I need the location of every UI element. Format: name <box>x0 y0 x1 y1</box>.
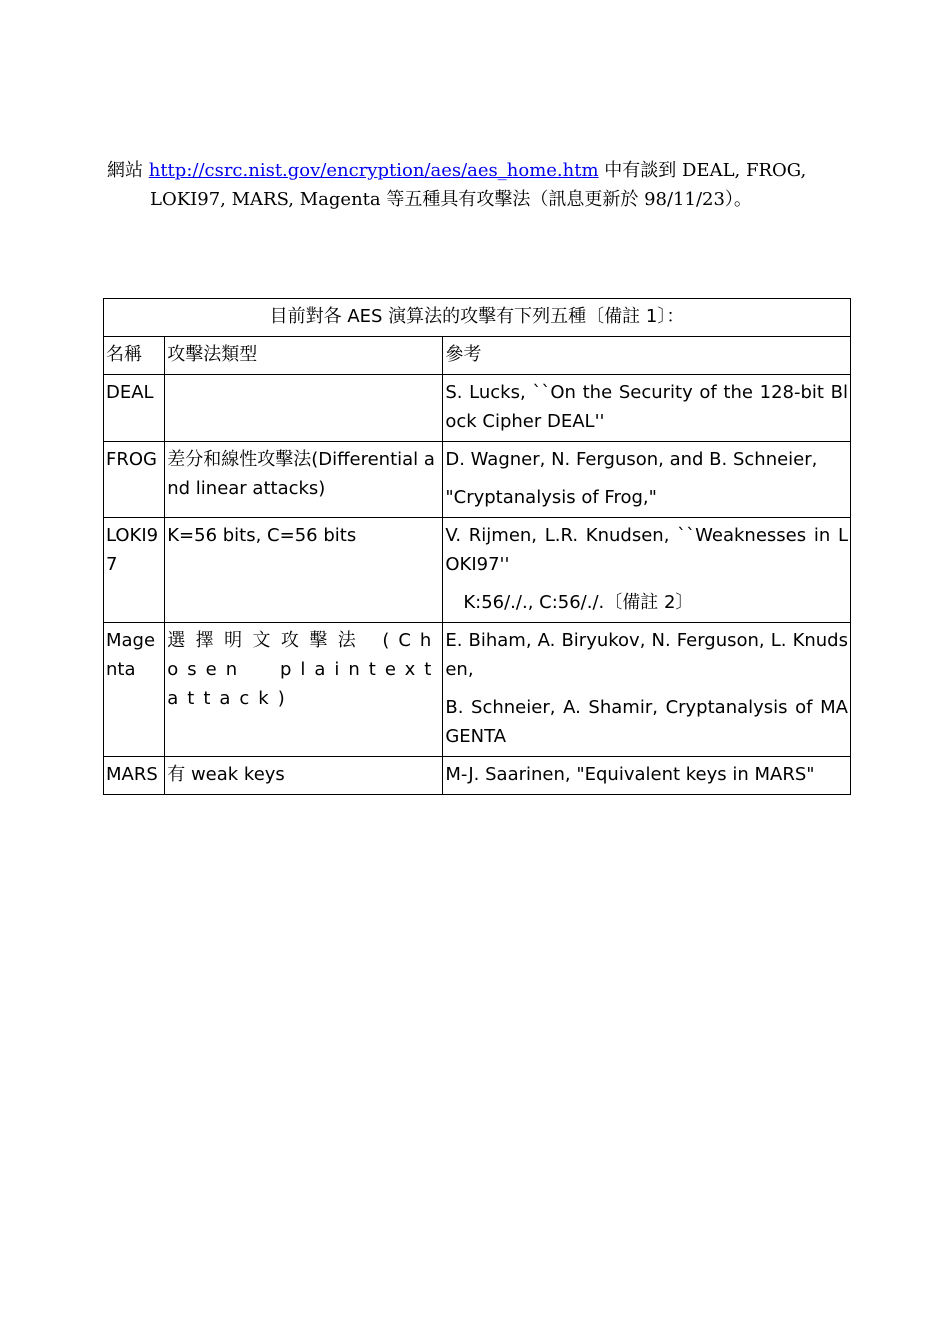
aes-attacks-table <box>103 298 851 795</box>
table-row <box>104 442 851 518</box>
reference-line: E. Biham, A. Biryukov, N. Ferguson, L. Knudsen, <box>445 630 848 680</box>
header-name: 名稱 <box>104 337 165 375</box>
row-reference <box>443 375 851 442</box>
table-row <box>104 623 851 757</box>
row-name: DEAL <box>104 375 165 442</box>
reference-line: "Cryptanalysis of Frog," <box>445 487 657 508</box>
table-row <box>104 518 851 623</box>
intro-prefix: 網站 <box>107 160 149 181</box>
intro-suffix: 中有談到 DEAL, FROG, LOKI97, MARS, Magenta 等五種具有攻擊法（訊息更新於 98/11/23）。 <box>150 160 807 210</box>
row-attack: K=56 bits, C=56 bits <box>165 518 443 623</box>
row-name: MARS <box>104 757 165 795</box>
reference-note: K:56/./., C:56/./.〔備註 2〕 <box>463 592 694 613</box>
reference-line: M-J. Saarinen, "Equivalent keys in MARS" <box>445 764 815 785</box>
row-reference <box>443 518 851 623</box>
row-reference <box>443 757 851 795</box>
row-attack: 差分和線性攻擊法(Differential and linear attacks) <box>165 442 443 518</box>
header-reference: 參考 <box>443 337 851 375</box>
table-header-row <box>104 337 851 375</box>
reference-line: S. Lucks, ``On the Security of the 128-bit Block Cipher DEAL'' <box>445 382 848 432</box>
row-attack <box>165 375 443 442</box>
reference-line: V. Rijmen, L.R. Knudsen, ``Weaknesses in LOKI97'' <box>445 525 848 575</box>
header-attack-type: 攻擊法類型 <box>165 337 443 375</box>
row-attack: 有 weak keys <box>165 757 443 795</box>
table-row <box>104 757 851 795</box>
row-name: FROG <box>104 442 165 518</box>
aes-home-link[interactable]: http://csrc.nist.gov/encryption/aes/aes_home.htm <box>148 160 599 181</box>
intro-paragraph <box>107 156 840 214</box>
row-reference <box>443 442 851 518</box>
row-reference <box>443 623 851 757</box>
table-row <box>104 375 851 442</box>
row-attack: 選擇明文攻擊法 (Chosen plaintext attack) <box>165 623 443 757</box>
row-name: LOKI97 <box>104 518 165 623</box>
table-caption-row <box>104 299 851 337</box>
row-name: Magenta <box>104 623 165 757</box>
reference-line: B. Schneier, A. Shamir, Cryptanalysis of MAGENTA <box>445 697 848 747</box>
reference-line: D. Wagner, N. Ferguson, and B. Schneier, <box>445 449 818 470</box>
table-caption: 目前對各 AES 演算法的攻擊有下列五種〔備註 1〕： <box>104 299 851 337</box>
